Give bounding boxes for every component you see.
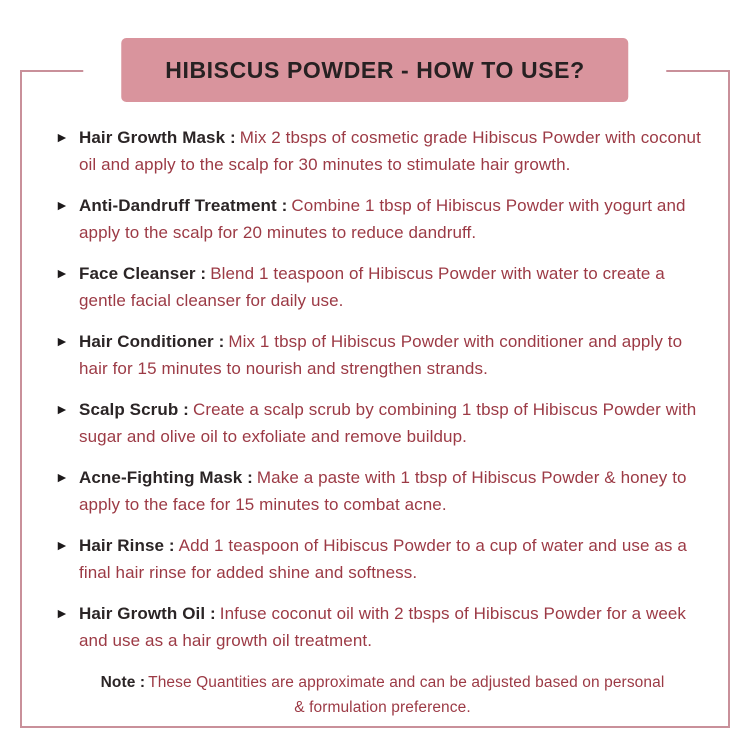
item-text [79, 532, 710, 586]
title-banner [121, 38, 628, 102]
bullet-arrow-icon: ► [55, 605, 69, 621]
item-text [79, 124, 710, 178]
item-text [79, 192, 710, 246]
usage-list [22, 72, 728, 720]
item-text [79, 600, 710, 654]
item-label: Hair Rinse : [79, 536, 175, 555]
item-description: Mix 1 tbsp of Hibiscus Powder with conditioner and apply to hair for 15 minutes to nourish and strengthen strands. [79, 332, 683, 378]
usage-item [55, 328, 710, 382]
item-description: Make a paste with 1 tbsp of Hibiscus Powder & honey to apply to the face for 15 minutes to combat acne. [79, 468, 687, 514]
bullet-arrow-icon: ► [55, 469, 69, 485]
usage-item [55, 600, 710, 654]
item-text [79, 396, 710, 450]
note [100, 670, 666, 720]
usage-item [55, 396, 710, 450]
item-description: Create a scalp scrub by combining 1 tbsp of Hibiscus Powder with sugar and olive oil to exfoliate and remove buildup. [79, 400, 697, 446]
usage-item [55, 532, 710, 586]
item-description: Infuse coconut oil with 2 tbsps of Hibiscus Powder for a week and use as a hair growth oil treatment. [79, 604, 687, 650]
item-description: Combine 1 tbsp of Hibiscus Powder with yogurt and apply to the scalp for 20 minutes to reduce dandruff. [79, 196, 686, 242]
item-label: Scalp Scrub : [79, 400, 189, 419]
bullet-arrow-icon: ► [55, 129, 69, 145]
bullet-arrow-icon: ► [55, 537, 69, 553]
usage-item [55, 260, 710, 314]
bullet-arrow-icon: ► [55, 265, 69, 281]
item-label: Acne-Fighting Mask : [79, 468, 253, 487]
bullet-arrow-icon: ► [55, 333, 69, 349]
item-label: Anti-Dandruff Treatment : [79, 196, 288, 215]
item-text [79, 464, 710, 518]
item-description: Blend 1 teaspoon of Hibiscus Powder with water to create a gentle facial cleanser for daily use. [79, 264, 665, 310]
item-label: Hair Growth Mask : [79, 128, 236, 147]
usage-item [55, 464, 710, 518]
title-banner-wrap [83, 38, 666, 102]
bullet-arrow-icon: ► [55, 401, 69, 417]
bullet-arrow-icon: ► [55, 197, 69, 213]
item-label: Hair Conditioner : [79, 332, 225, 351]
item-label: Hair Growth Oil : [79, 604, 216, 623]
item-description: Add 1 teaspoon of Hibiscus Powder to a cup of water and use as a final hair rinse for added shine and softness. [79, 536, 687, 582]
item-text [79, 328, 710, 382]
usage-item [55, 192, 710, 246]
note-label: Note : [100, 674, 146, 691]
item-label: Face Cleanser : [79, 264, 207, 283]
item-description: Mix 2 tbsps of cosmetic grade Hibiscus Powder with coconut oil and apply to the scalp for 30 minutes to stimulate hair growth. [79, 128, 701, 174]
note-text: These Quantities are approximate and can be adjusted based on personal & formulation preference. [148, 674, 665, 716]
page-title: HIBISCUS POWDER - HOW TO USE? [165, 57, 585, 83]
usage-item [55, 124, 710, 178]
item-text [79, 260, 710, 314]
